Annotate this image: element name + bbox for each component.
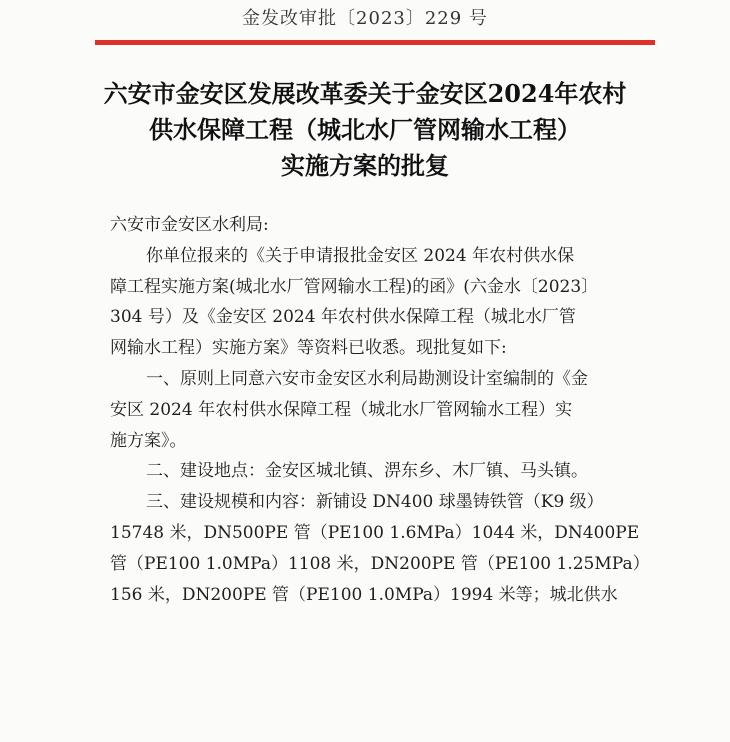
body-line: 二、建设地点：金安区城北镇、淠东乡、木厂镇、马头镇。 [146,461,588,482]
document-title [0,76,730,184]
body-line: 你单位报来的《关于申请报批金安区 2024 年农村供水保 [146,245,575,266]
body-line: 15748 米，DN500PE 管（PE100 1.6MPa）1044 米，DN400PE [110,522,640,543]
body-line: 管（PE100 1.0MPa）1108 米，DN200PE 管（PE100 1.25MPa） [110,553,650,574]
salutation: 六安市金安区水利局: [110,215,269,235]
red-divider-line [95,40,655,45]
body-line: 一、原则上同意六安市金安区水利局勘测设计室编制的《金 [146,368,588,389]
title-line: 供水保障工程（城北水厂管网输水工程） [149,115,581,144]
body-line: 障工程实施方案(城北水厂管网输水工程)的函》(六金水〔2023〕 [110,276,599,297]
title-line: 实施方案的批复 [281,151,449,180]
document-body [110,210,662,610]
body-line: 三、建设规模和内容：新铺设 DN400 球墨铸铁管（K9 级） [146,492,604,513]
body-line: 施方案》。 [110,430,187,451]
document-number: 金发改审批〔2023〕229 号 [242,8,488,29]
body-line: 安区 2024 年农村供水保障工程（城北水厂管网输水工程）实 [110,399,573,420]
body-line: 304 号）及《金安区 2024 年农村供水保障工程（城北水厂管 [110,307,576,328]
body-line: 网输水工程）实施方案》等资料已收悉。现批复如下: [110,338,507,359]
title-line: 六安市金安区发展改革委关于金安区2024年农村 [103,79,627,108]
body-line: 156 米，DN200PE 管（PE100 1.0MPa）1994 米等；城北供水 [110,584,618,605]
